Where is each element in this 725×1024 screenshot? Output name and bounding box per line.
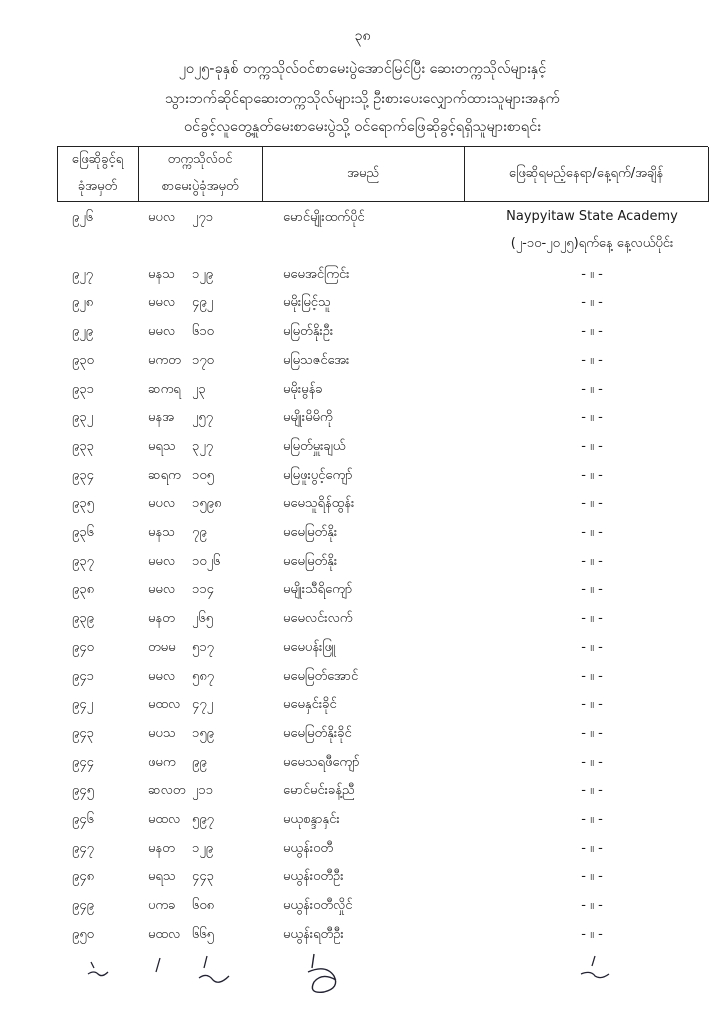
table-row	[0, 317, 725, 345]
exam-number: ၉၉	[192, 754, 207, 770]
table-row	[0, 432, 725, 460]
candidate-name: မမေမြတ်နိုး	[283, 553, 338, 569]
table-vertical-rule	[708, 147, 709, 202]
candidate-name: မမြတ်မှူးချယ်	[283, 438, 346, 454]
signature-row	[0, 952, 725, 1012]
exam-number: ၁၀၅	[192, 467, 214, 483]
exam-place: - ။ -	[581, 410, 603, 426]
exam-place: - ။ -	[581, 869, 603, 885]
seat-number: ၉၃၀	[72, 352, 94, 368]
exam-place: - ။ -	[581, 352, 603, 368]
exam-place: - ။ -	[581, 668, 603, 684]
exam-place: Naypyitaw State Academy	[506, 209, 678, 224]
candidate-name: မယွန်းဝတီ	[283, 840, 334, 856]
candidate-name: မမေနှင်းခိုင်	[283, 697, 337, 713]
table-row	[0, 891, 725, 919]
candidate-name: မယွန်းဝတီဦး	[283, 869, 344, 885]
seat-number: ၉၄၇	[72, 840, 94, 856]
table-row	[0, 575, 725, 603]
exam-number: ၄၇၂	[192, 697, 214, 713]
candidate-name: မမေသူရိန်ထွန်း	[283, 496, 355, 512]
exam-number: ၂၅၇	[192, 410, 214, 426]
exam-prefix: ဆကရ	[148, 381, 181, 397]
exam-prefix: မရသ	[148, 438, 176, 454]
table-row	[0, 403, 725, 431]
table-row	[0, 489, 725, 517]
exam-place: - ။ -	[581, 295, 603, 311]
exam-place: - ။ -	[581, 926, 603, 942]
table-row	[0, 547, 725, 575]
exam-number: ၂၇၁	[192, 210, 214, 225]
exam-number: ၅၉၇	[192, 812, 214, 827]
exam-place: - ။ -	[581, 840, 603, 856]
candidate-name: မမေမြတ်နိုးခိုင်	[283, 725, 352, 741]
exam-place: - ။ -	[581, 697, 603, 713]
exam-number: ၂၃	[192, 381, 206, 397]
exam-prefix: မထလ	[148, 926, 181, 942]
exam-place: - ။ -	[581, 381, 603, 397]
signature-mark	[575, 954, 615, 984]
seat-number: ၉၃၅	[72, 496, 94, 512]
candidate-name: မမြဖူးပွင့်ကျော်	[283, 467, 353, 483]
table-row	[0, 920, 725, 948]
table-row	[0, 690, 725, 718]
seat-number: ၉၂၈	[72, 295, 94, 311]
exam-number: ၂၆၅	[192, 611, 214, 627]
page-heading-line-2: သွားဘက်ဆိုင်ရာဆေးတက္ကသိုလ်များသို့ ဦးစားပေးလျှောက်ထားသူများအနက်	[165, 91, 560, 107]
header-seat-no-line-2: ခုံအမှတ်	[77, 179, 118, 194]
table-top-rule	[57, 146, 708, 147]
exam-prefix: မပသ	[148, 725, 176, 741]
exam-place: - ။ -	[581, 496, 603, 512]
seat-number: ၉၂၉	[72, 324, 94, 340]
exam-prefix: မပလ	[148, 496, 176, 512]
table-row	[0, 203, 725, 231]
candidate-name: မမိုးမြင့်သူ	[283, 295, 331, 311]
table-row	[0, 375, 725, 403]
candidate-name: မမြသဇင်အေး	[283, 352, 350, 368]
page-heading-line-1: ၂၀၂၅-ခုနှစ် တက္ကသိုလ်ဝင်စာမေးပွဲအောင်မြင်ပြီး ဆေးတက္ကသိုလ်များနှင့်	[178, 61, 547, 77]
exam-number: ၄၉၂	[192, 295, 214, 311]
exam-place: - ။ -	[581, 725, 603, 741]
exam-prefix: မနတ	[148, 611, 175, 627]
exam-prefix: မကတ	[148, 352, 181, 368]
exam-place: - ။ -	[581, 611, 603, 627]
seat-number: ၉၄၆	[72, 812, 94, 827]
table-row	[0, 748, 725, 776]
table-row	[0, 662, 725, 690]
exam-place: - ။ -	[581, 553, 603, 569]
seat-number: ၉၃၈	[72, 582, 95, 598]
exam-prefix: မနသ	[148, 266, 175, 282]
seat-number: ၉၂၇	[72, 266, 94, 282]
exam-prefix: မမလ	[148, 553, 176, 569]
exam-place: - ။ -	[581, 467, 603, 483]
candidate-name: မမေမြတ်အောင်	[283, 668, 359, 684]
header-seat-no-line-1: ဖြေဆိုခွင့်ရ	[71, 152, 124, 167]
table-row	[0, 604, 725, 632]
candidate-name: မောင်မျိုးထက်ပိုင်	[283, 210, 365, 225]
table-row	[0, 260, 725, 288]
exam-prefix: မမလ	[148, 668, 176, 684]
candidate-name: မယွန်းရတီဦး	[283, 926, 344, 942]
table-row	[0, 719, 725, 747]
exam-place: - ။ -	[581, 812, 603, 827]
candidate-name: မမျိုးသီရိကျော်	[283, 582, 353, 598]
exam-prefix: မထလ	[148, 812, 181, 827]
exam-prefix: မရသ	[148, 869, 176, 885]
candidate-name: မယွန်းဝတီလှိုင်	[283, 898, 353, 914]
seat-number: ၉၄၁	[72, 668, 94, 684]
signature-mark	[300, 952, 350, 1002]
seat-number: ၉၃၁	[72, 381, 94, 397]
exam-number: ၇၉	[192, 525, 207, 540]
seat-number: ၉၃၇	[72, 553, 94, 569]
seat-number: ၉၄၃	[72, 725, 94, 741]
exam-number: ၁၂၉	[192, 266, 214, 282]
exam-prefix: ဆရက	[148, 467, 181, 483]
exam-place: - ။ -	[581, 754, 603, 770]
exam-place: - ။ -	[581, 266, 603, 282]
candidate-name: မယုစန္ဒာနှင်း	[283, 812, 340, 827]
seat-number: ၉၄၂	[72, 697, 94, 713]
table-row	[0, 805, 725, 833]
seat-number: ၉၄၉	[72, 898, 94, 914]
exam-place: - ။ -	[581, 898, 603, 914]
exam-number: ၂၁၁	[192, 783, 214, 799]
table-row	[0, 834, 725, 862]
candidate-name: မမေလင်းလက်	[283, 611, 353, 627]
seat-number: ၉၄၄	[72, 754, 94, 770]
exam-prefix: မမလ	[148, 295, 176, 311]
table-row	[0, 461, 725, 489]
table-header-rule	[57, 201, 708, 202]
candidate-name: မောင်မင်းခန့်ညီ	[283, 783, 355, 799]
exam-prefix: မပလ	[148, 210, 176, 225]
candidate-name: မမေပန်းဖြူ	[283, 639, 336, 655]
header-exam-no-line-2: စာမေးပွဲခုံအမှတ်	[161, 179, 239, 194]
exam-prefix: မနအ	[148, 410, 175, 426]
exam-number: ၁၅၉၈	[192, 496, 222, 512]
header-exam-no-line-1: တက္ကသိုလ်ဝင်	[167, 152, 233, 167]
page-heading-line-3: ဝင်ခွင့်လူတွေ့နှုတ်မေးစာမေးပွဲသို့ ဝင်ရောက်ဖြေဆိုခွင့်ရရှိသူများစာရင်း	[184, 119, 541, 135]
first-row-date-time: (၂-၁၀-၂၀၂၅)ရက်နေ့ နေ့လယ်ပိုင်း	[510, 236, 674, 251]
exam-prefix: မမလ	[148, 582, 176, 598]
table-row	[0, 633, 725, 661]
exam-place: - ။ -	[581, 582, 603, 598]
seat-number: ၉၅၀	[72, 926, 94, 942]
exam-number: ၁၅၉	[192, 725, 214, 741]
exam-prefix: ဖမက	[148, 754, 176, 770]
seat-number: ၉၄၀	[72, 639, 94, 655]
exam-number: ၁၀၂၆	[192, 553, 221, 569]
seat-number: ၉၃၂	[72, 410, 94, 426]
candidate-name: မမိုးမွန်ခ	[283, 381, 323, 397]
exam-place: - ။ -	[581, 639, 603, 655]
seat-number: ၉၃၆	[72, 525, 94, 540]
exam-number: ၅၈၇	[192, 668, 215, 684]
signature-mark	[85, 958, 115, 980]
seat-number: ၉၃၉	[72, 611, 94, 627]
exam-place: - ။ -	[581, 783, 603, 799]
signature-mark	[195, 954, 235, 992]
exam-number: ၅၁၇	[192, 639, 214, 655]
seat-number: ၉၄၅	[72, 783, 94, 799]
exam-number: ၆၁၀	[192, 324, 214, 340]
exam-number: ၆၆၅	[192, 926, 214, 942]
exam-prefix: ပကခ	[148, 898, 176, 914]
seat-number: ၉၃၄	[72, 467, 94, 483]
signature-mark	[150, 956, 166, 976]
table-row	[0, 776, 725, 804]
exam-place: - ။ -	[581, 438, 603, 454]
candidate-name: မမေအင်ကြင်း	[283, 266, 350, 282]
exam-number: ၁၁၄	[192, 582, 214, 598]
seat-number: ၉၃၃	[72, 438, 94, 454]
exam-prefix: ဆလတ	[148, 783, 186, 799]
exam-prefix: မထလ	[148, 697, 181, 713]
exam-number: ၄၄၃	[192, 869, 214, 885]
seat-number: ၉၄၈	[72, 869, 95, 885]
page-number: ၃၈	[354, 28, 371, 44]
candidate-name: မမေမြတ်နိုး	[283, 525, 338, 540]
exam-number: ၁၇၀	[192, 352, 214, 368]
header-name: အမည်	[347, 166, 379, 181]
exam-prefix: မမလ	[148, 324, 176, 340]
table-row	[0, 346, 725, 374]
exam-prefix: မနသ	[148, 525, 175, 540]
header-place-date-time: ဖြေဆိုရမည့်နေရာ/နေ့ရက်/အချိန်	[508, 166, 664, 181]
exam-number: ၁၂၉	[192, 840, 214, 856]
exam-place: - ။ -	[581, 525, 603, 540]
seat-number: ၉၂၆	[72, 210, 94, 225]
candidate-name: မမေသရဖီကျော်	[283, 754, 360, 770]
table-row	[0, 518, 725, 546]
table-row	[0, 862, 725, 890]
candidate-name: မမြတ်နိုးဦး	[283, 324, 334, 340]
exam-number: ၃၂၇	[192, 438, 214, 454]
exam-place: - ။ -	[581, 324, 603, 340]
exam-number: ၆၀၈	[192, 898, 215, 914]
exam-prefix: မနတ	[148, 840, 175, 856]
table-row	[0, 288, 725, 316]
exam-prefix: တမမ	[148, 639, 176, 655]
candidate-name: မမျိုးမိမိကို	[283, 410, 333, 426]
